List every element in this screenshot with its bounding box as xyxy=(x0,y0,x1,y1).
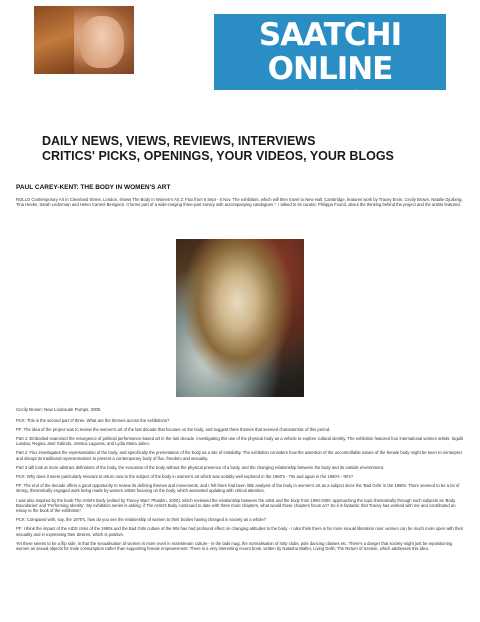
paragraph: I was also inspired by the book The Artist's Body (edited by Tracey Warr: Phaidon, 2000), which reviewed the relationship between the artist and the body from 1960-2000, approaching the topic thematically through such subjects as 'Body Boundaries' and 'Performing Identity'. My exhibition series is asking: if The Artist's Body continued to date with three more chapters, what would those chapters focus on? So it is fantastic that Tracey has worked with me and contributed an essay to the book of the exhibition*. xyxy=(16,497,456,514)
artwork-image xyxy=(176,239,304,397)
article xyxy=(16,184,464,555)
paragraph: PCK: Why does it seem particularly relevant to return now to the subject of the body in women's art which was notably well explored in the 1960's - 70s and again in the 1980's - 90's? xyxy=(16,474,354,480)
logo-line-2: TV & MAGAZINE xyxy=(241,85,419,155)
image-caption: Cecily Brown: New Louboutin Pumps, 2005 xyxy=(16,407,101,413)
paragraph: PF: The idea of the project was to review the women's art of the last decade that focuses on the body, and suggest three themes that seemed characteristic of this period. xyxy=(16,426,331,432)
paragraph: Yet there seems to be a flip side; in that the sexualisation of women is more overt in mainstream culture - in the lads mag, the normalisation of strip clubs, pole dancing classes etc. There's a danger that society might just be repositioning women as sexual objects for male consumption rather than supporting female empowerment. There is a very interesting recent book, written by Natasha Walter, Living Dolls; The Return of Sexism, which addresses this idea. xyxy=(16,540,453,552)
saatchi-logo[interactable] xyxy=(214,14,446,155)
article-title: PAUL CAREY-KENT: THE BODY IN WOMEN'S ART xyxy=(16,184,171,191)
paragraph: PCK: Compared with, say, the 1970's, how do you see the relationship of women to their bodies having changed in society as a whole? xyxy=(16,517,267,523)
paragraph: Part 1: Embodied examined the resurgence of political performance-based art in the last decade, investigating this use of the physical body as a vehicle to explore cultural identity. The exhibition featured four international women artists: Sigalit Landau, Regina José Galindo, Jessica Lagunas, and Lydia Maria Julien. xyxy=(16,436,463,447)
paragraph: PCK: This is the second part of three. What are the themes across the exhibitions? xyxy=(16,417,170,423)
article-intro: ROLLO Contemporary Art in Cleveland Street, London, shows The Body in Women's Art 2: Flux from 6 Sept - 5 Nov. The exhibition, which will then travel to New Hall, Cambridge, features work by Tracey Emin, Cecily Brown, Natalie Djurberg, Tina Heeks, Sarah Lederman and Helen Carmel Benigson. It forms part of a wide-ranging three-part survey with accompanying catalogues *. I talked to its curator, Philippa Found, about the thinking behind the project and the artists featured. xyxy=(16,197,463,208)
page-headline xyxy=(42,134,462,164)
logo-line-1: SAATCHI ONLINE xyxy=(258,17,402,87)
header-portrait-image xyxy=(34,6,134,74)
paragraph: PF: I think the impact of the AIDS crisis of the 1980s and the Bad Girls culture of the 90s has had profound effect on changing attitudes to the body - I also think there is far more sexual liberation now: women can be much more open with their sexuality and in expressing their desires, which is positive. xyxy=(16,526,464,537)
headline-line-1: DAILY NEWS, VIEWS, REVIEWS, INTERVIEWS xyxy=(42,134,316,148)
headline-line-2: CRITICS' PICKS, OPENINGS, YOUR VIDEOS, YOUR BLOGS xyxy=(42,149,394,163)
paragraph: Part 2: Flux investigates the representation of the body, and specifically the presentation of the body as a site of instability. The exhibition considers how the assertion of the uncontrollable nature of the female body might be seen to reinterpret and disrupt its traditional representations to present a contemporary body of flux, freedom and sexuality. xyxy=(16,450,462,461)
paragraph: PF: The end of the decade offers a good opportunity to review its defining themes and movements, and I felt there had been little analysis of the body in women's art as a subject since the 'Bad Girls' in the 1990s. There seemed to be a lot of strong, theoretically engaged work being made by women artists focusing on the body, which warranted updating with critical attention. xyxy=(16,483,460,494)
paragraph: Part 3 will look at more abstract definitions of the body, the evocation of the body without the physical presence of a body, and the changing relationship between the body and its outside environment. xyxy=(16,464,385,470)
